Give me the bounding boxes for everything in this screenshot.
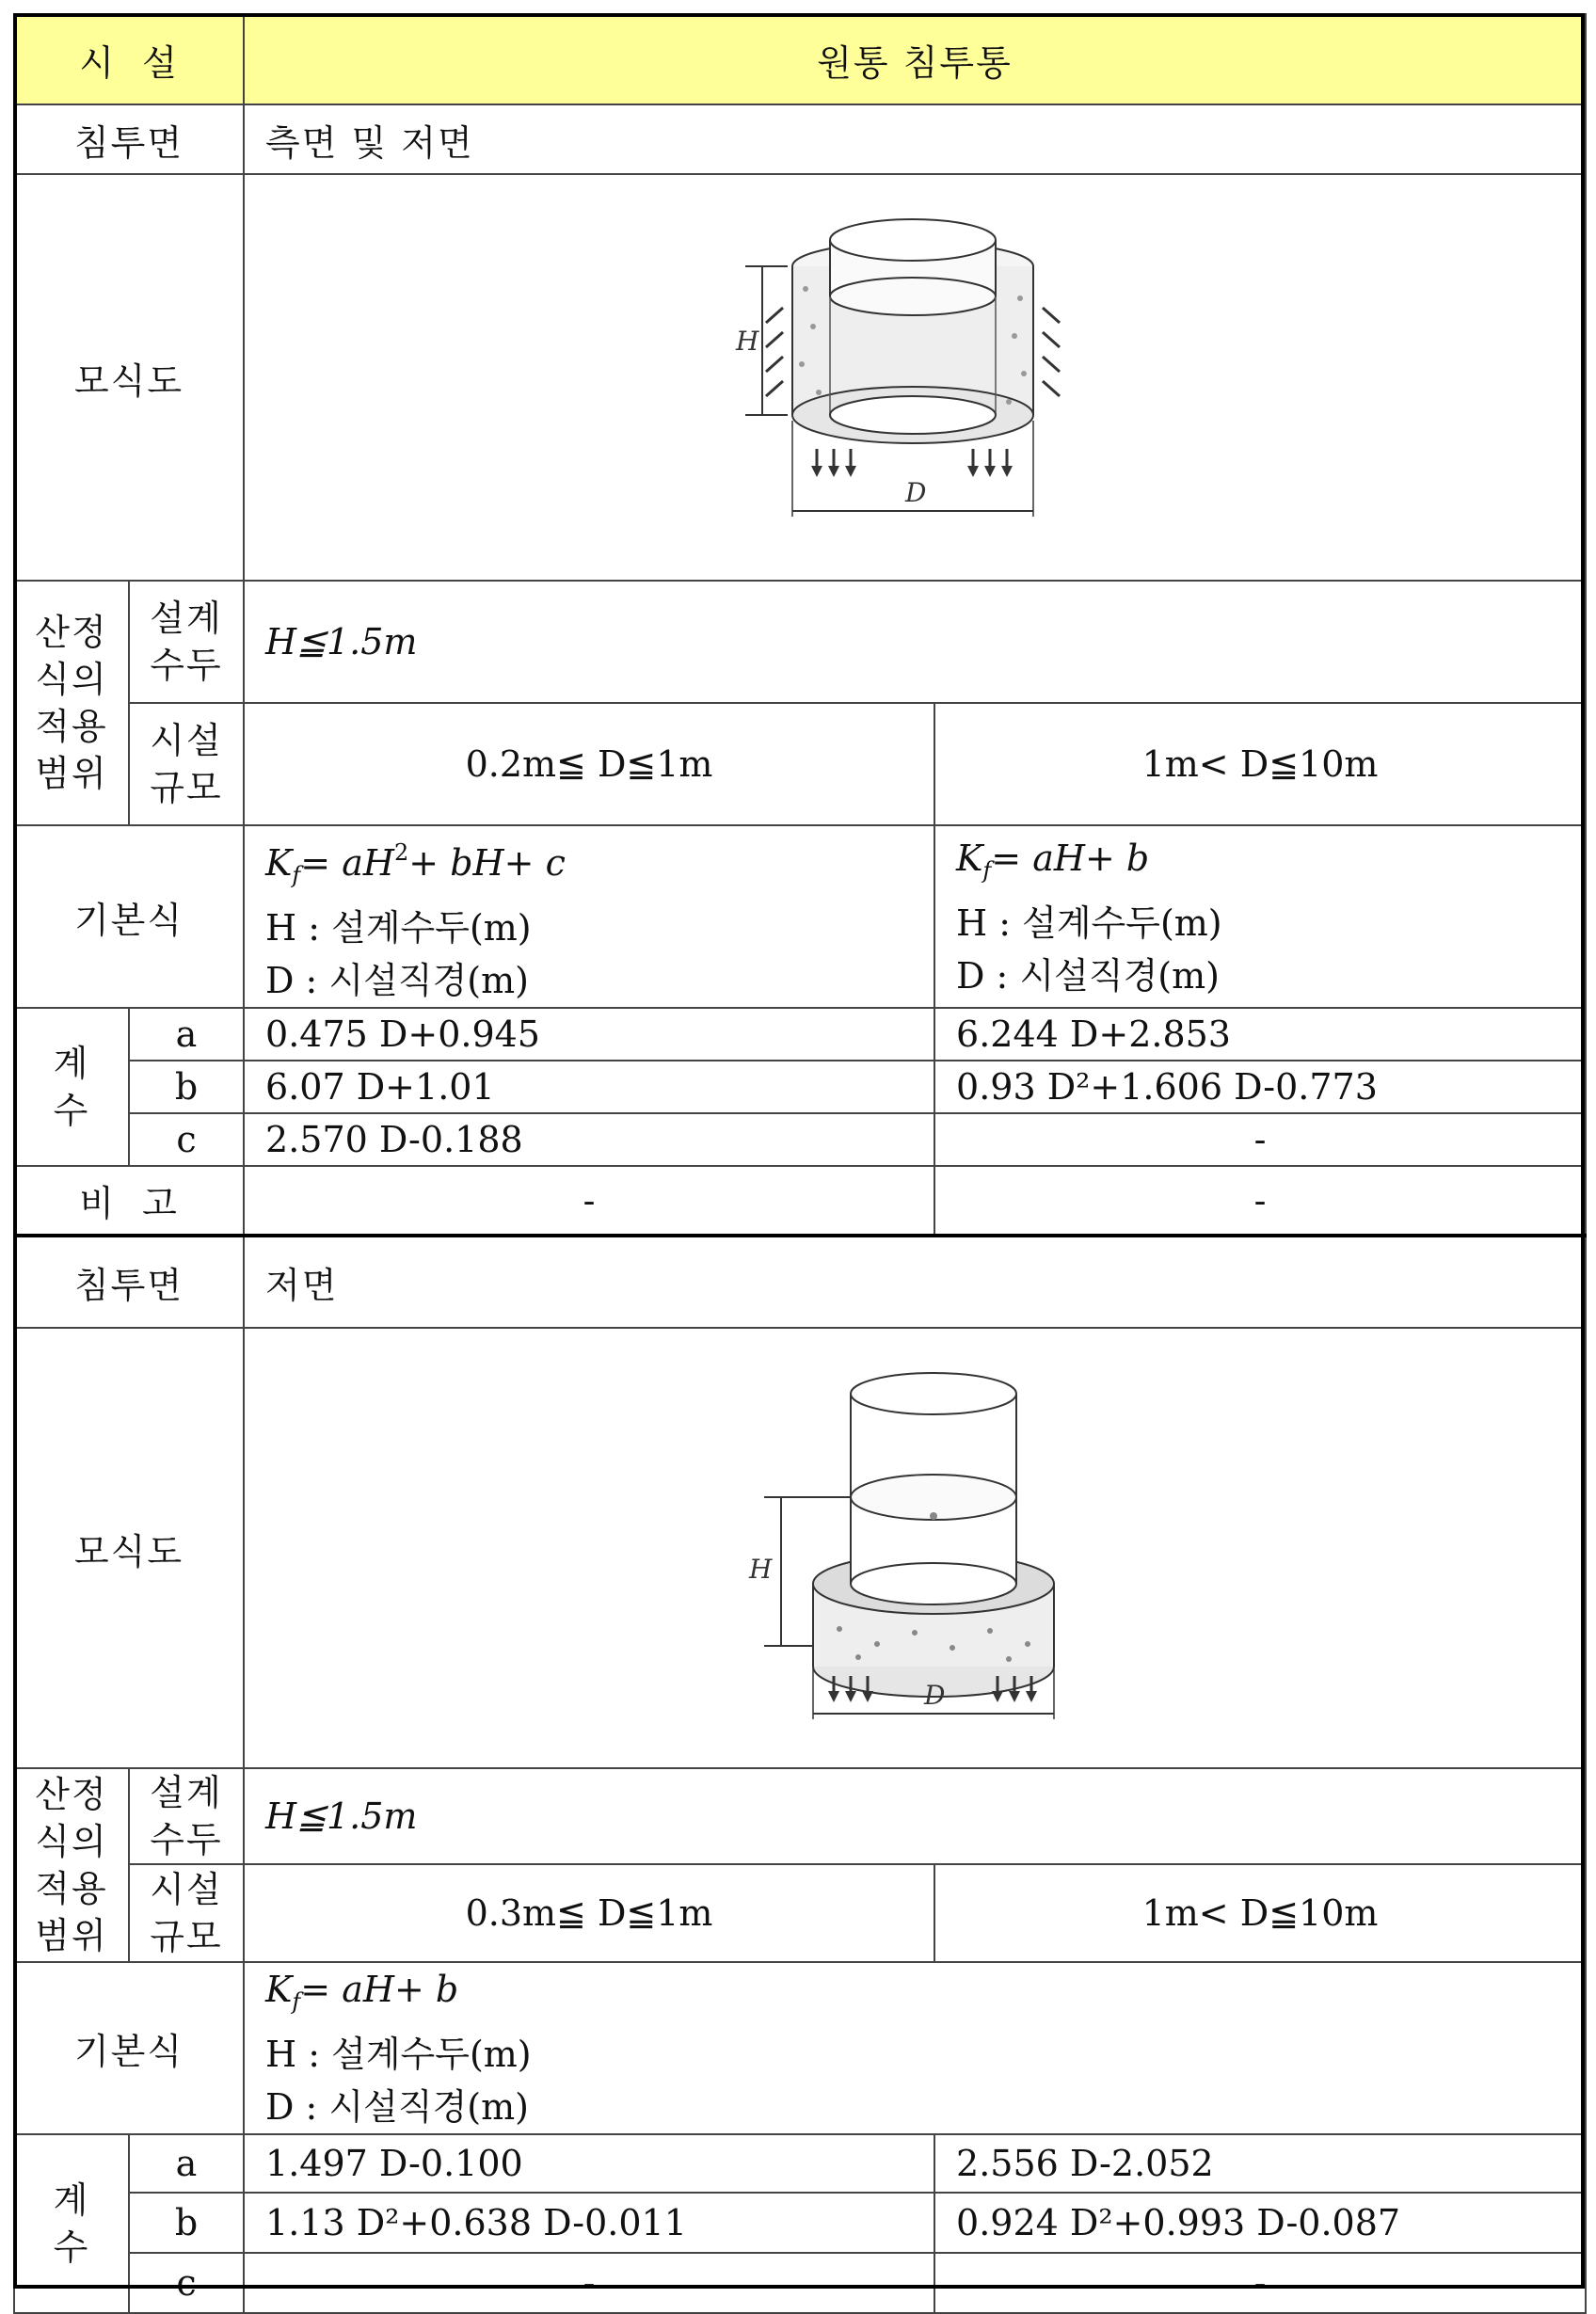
diameter-label-2: D (924, 1679, 946, 1711)
cylinder-side-bottom-figure (708, 214, 1122, 534)
diameter-label: D (905, 476, 927, 508)
formula-right-h-def: H : 설계수두(m) (956, 902, 1222, 944)
surface-value: 측면 및 저면 (244, 104, 1586, 174)
scope-group-label: 산정 식의 적용 범위 (14, 581, 129, 825)
formula-right-equation: $K_f= aH+ b$ (956, 837, 1150, 884)
formula-right-d-def: D : 시설직경(m) (956, 954, 1220, 997)
formula-left-equation: $K_f= aH^2+ bH+ c$ (265, 839, 566, 888)
scale-left-value-2: 0.3m≦ D≦1m (244, 1864, 934, 1962)
surface-value-2: 저면 (244, 1236, 1586, 1328)
facility-scale-label: 시설 규모 (129, 703, 244, 825)
schematic-label: 모식도 (14, 174, 244, 581)
coef-c-label: c (129, 1113, 244, 1166)
schematic-label-2: 모식도 (14, 1328, 244, 1768)
coef-a-left-2: 1.497 D-0.100 (244, 2134, 934, 2193)
design-head-label: 설계 수두 (129, 581, 244, 703)
height-label: H (736, 325, 759, 357)
coef-a-label-2: a (129, 2134, 244, 2193)
coef-a-right: 6.244 D+2.853 (934, 1008, 1586, 1061)
design-head-value-2 (244, 1768, 1586, 1864)
basic-formula-label: 기본식 (14, 825, 244, 1008)
surface-label-2: 침투면 (14, 1236, 244, 1328)
cylinder-bottom-figure (708, 1365, 1122, 1723)
formula-left-d-def: D : 시설직경(m) (265, 960, 529, 1001)
height-label-2: H (749, 1553, 773, 1585)
facility-header-label: 시 설 (14, 14, 244, 104)
remark-left: - (244, 1166, 934, 1236)
coef-c-left: 2.570 D-0.188 (244, 1113, 934, 1166)
formula-left-h-def: H : 설계수두(m) (265, 907, 532, 949)
design-head-range-2: H≦1.5m (265, 1795, 418, 1837)
facility-scale-label-2: 시설 규모 (129, 1864, 244, 1962)
coef-c-label-2: c (129, 2253, 244, 2313)
formula-2-d-def: D : 시설직경(m) (265, 2086, 529, 2128)
coefficient-label-2: 계 수 (14, 2134, 129, 2313)
formula-left (244, 825, 934, 1008)
coefficient-label: 계 수 (14, 1008, 129, 1166)
remarks-label: 비 고 (14, 1166, 244, 1236)
remark-right: - (934, 1166, 1586, 1236)
coef-c-left-2: - (244, 2253, 934, 2313)
coef-b-label: b (129, 1061, 244, 1113)
coef-b-left-2: 1.13 D²+0.638 D-0.011 (244, 2193, 934, 2253)
formula-right (934, 825, 1586, 1008)
design-head-range: H≦1.5m (265, 621, 418, 662)
scale-left-value: 0.2m≦ D≦1m (244, 703, 934, 825)
coef-c-right: - (934, 1113, 1586, 1166)
coef-b-left: 6.07 D+1.01 (244, 1061, 934, 1113)
formula-2-equation: $K_f= aH+ b$ (265, 1969, 459, 2015)
coef-b-right: 0.93 D²+1.606 D-0.773 (934, 1061, 1586, 1113)
coef-c-right-2: - (934, 2253, 1586, 2313)
design-head-label-2: 설계 수두 (129, 1768, 244, 1864)
scale-right-value: 1m< D≦10m (934, 703, 1586, 825)
schematic-diagram-bottom (244, 1328, 1586, 1768)
scope-group-label-2: 산정 식의 적용 범위 (14, 1768, 129, 1962)
surface-label: 침투면 (14, 104, 244, 174)
formula-2 (244, 1962, 1586, 2134)
schematic-diagram-side-bottom (244, 174, 1586, 581)
scale-right-value-2: 1m< D≦10m (934, 1864, 1586, 1962)
facility-header-name: 원통 침투통 (244, 14, 1586, 104)
coef-a-left: 0.475 D+0.945 (244, 1008, 934, 1061)
basic-formula-label-2: 기본식 (14, 1962, 244, 2134)
formula-2-h-def: H : 설계수두(m) (265, 2034, 532, 2075)
coef-a-label: a (129, 1008, 244, 1061)
design-head-value (244, 581, 1586, 703)
coef-b-label-2: b (129, 2193, 244, 2253)
infiltration-tank-table (13, 13, 1587, 2314)
coef-a-right-2: 2.556 D-2.052 (934, 2134, 1586, 2193)
coef-b-right-2: 0.924 D²+0.993 D-0.087 (934, 2193, 1586, 2253)
